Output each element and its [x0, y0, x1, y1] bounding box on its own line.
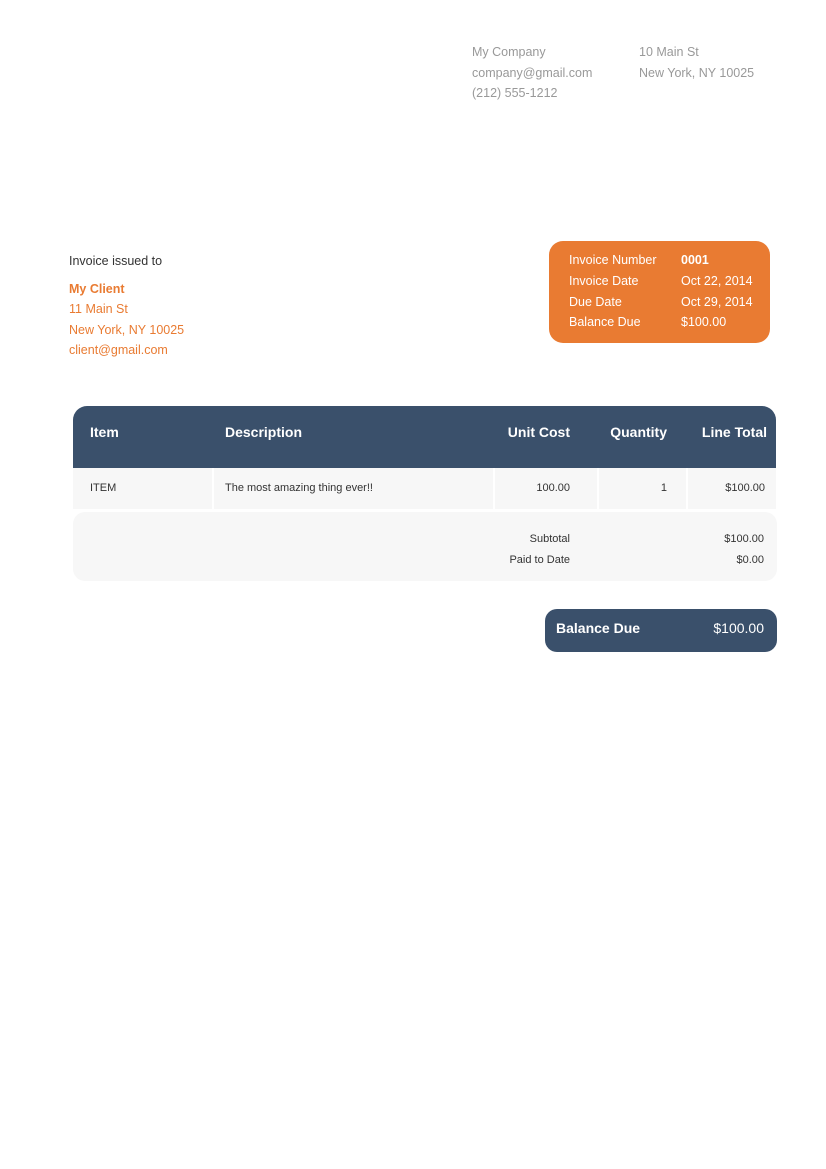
client-address-line1: 11 Main St — [69, 302, 128, 316]
company-phone: (212) 555-1212 — [472, 86, 558, 100]
invoice-date-value: Oct 22, 2014 — [681, 273, 753, 288]
table-header — [73, 406, 776, 468]
invoice-number-row — [549, 250, 770, 271]
paid-to-date-value: $0.00 — [736, 554, 764, 566]
client-address-line2: New York, NY 10025 — [69, 322, 185, 337]
due-date-row — [549, 292, 770, 313]
subtotal-value: $100.00 — [724, 533, 764, 545]
header-unit-cost: Unit Cost — [507, 424, 570, 440]
company-name: My Company — [472, 45, 546, 59]
header-line-total: Line Total — [701, 424, 767, 440]
paid-to-date-row — [73, 550, 777, 571]
balance-due-label: Balance Due — [569, 315, 641, 330]
cell-quantity: 1 — [599, 468, 686, 509]
totals-box — [73, 512, 777, 581]
cell-description: The most amazing thing ever!! — [214, 468, 493, 509]
subtotal-label: Subtotal — [529, 533, 570, 545]
balance-due-total-value: $100.00 — [713, 620, 764, 636]
due-date-value: Oct 29, 2014 — [681, 294, 753, 309]
header-description: Description — [225, 424, 303, 440]
company-address-line1: 10 Main St — [639, 45, 699, 59]
client-email: client@gmail.com — [69, 343, 168, 357]
cell-line-total: $100.00 — [688, 468, 776, 509]
balance-due-row — [549, 312, 770, 333]
balance-due-box — [545, 609, 777, 652]
company-address-line2: New York, NY 10025 — [639, 65, 755, 80]
invoice-date-row — [549, 271, 770, 292]
invoice-number-label: Invoice Number — [569, 253, 657, 267]
balance-due-total-label: Balance Due — [556, 620, 641, 636]
company-email: company@gmail.com — [472, 65, 593, 80]
balance-due-value: $100.00 — [681, 315, 727, 330]
paid-to-date-label: Paid to Date — [509, 554, 570, 566]
cell-unit-cost: 100.00 — [495, 468, 597, 509]
client-heading: Invoice issued to — [69, 254, 163, 268]
line-items-table — [73, 406, 776, 509]
table-row — [73, 468, 776, 509]
client-name: My Client — [69, 281, 125, 296]
subtotal-row — [73, 529, 777, 550]
client-info — [69, 251, 184, 361]
invoice-date-label: Invoice Date — [569, 273, 639, 288]
invoice-number-value: 0001 — [681, 253, 709, 267]
invoice-info-box — [549, 241, 770, 343]
company-contact — [472, 42, 592, 104]
company-address — [639, 42, 754, 83]
header-item: Item — [90, 424, 119, 440]
cell-item: ITEM — [73, 468, 212, 509]
header-quantity: Quantity — [610, 424, 667, 440]
due-date-label: Due Date — [569, 294, 622, 309]
